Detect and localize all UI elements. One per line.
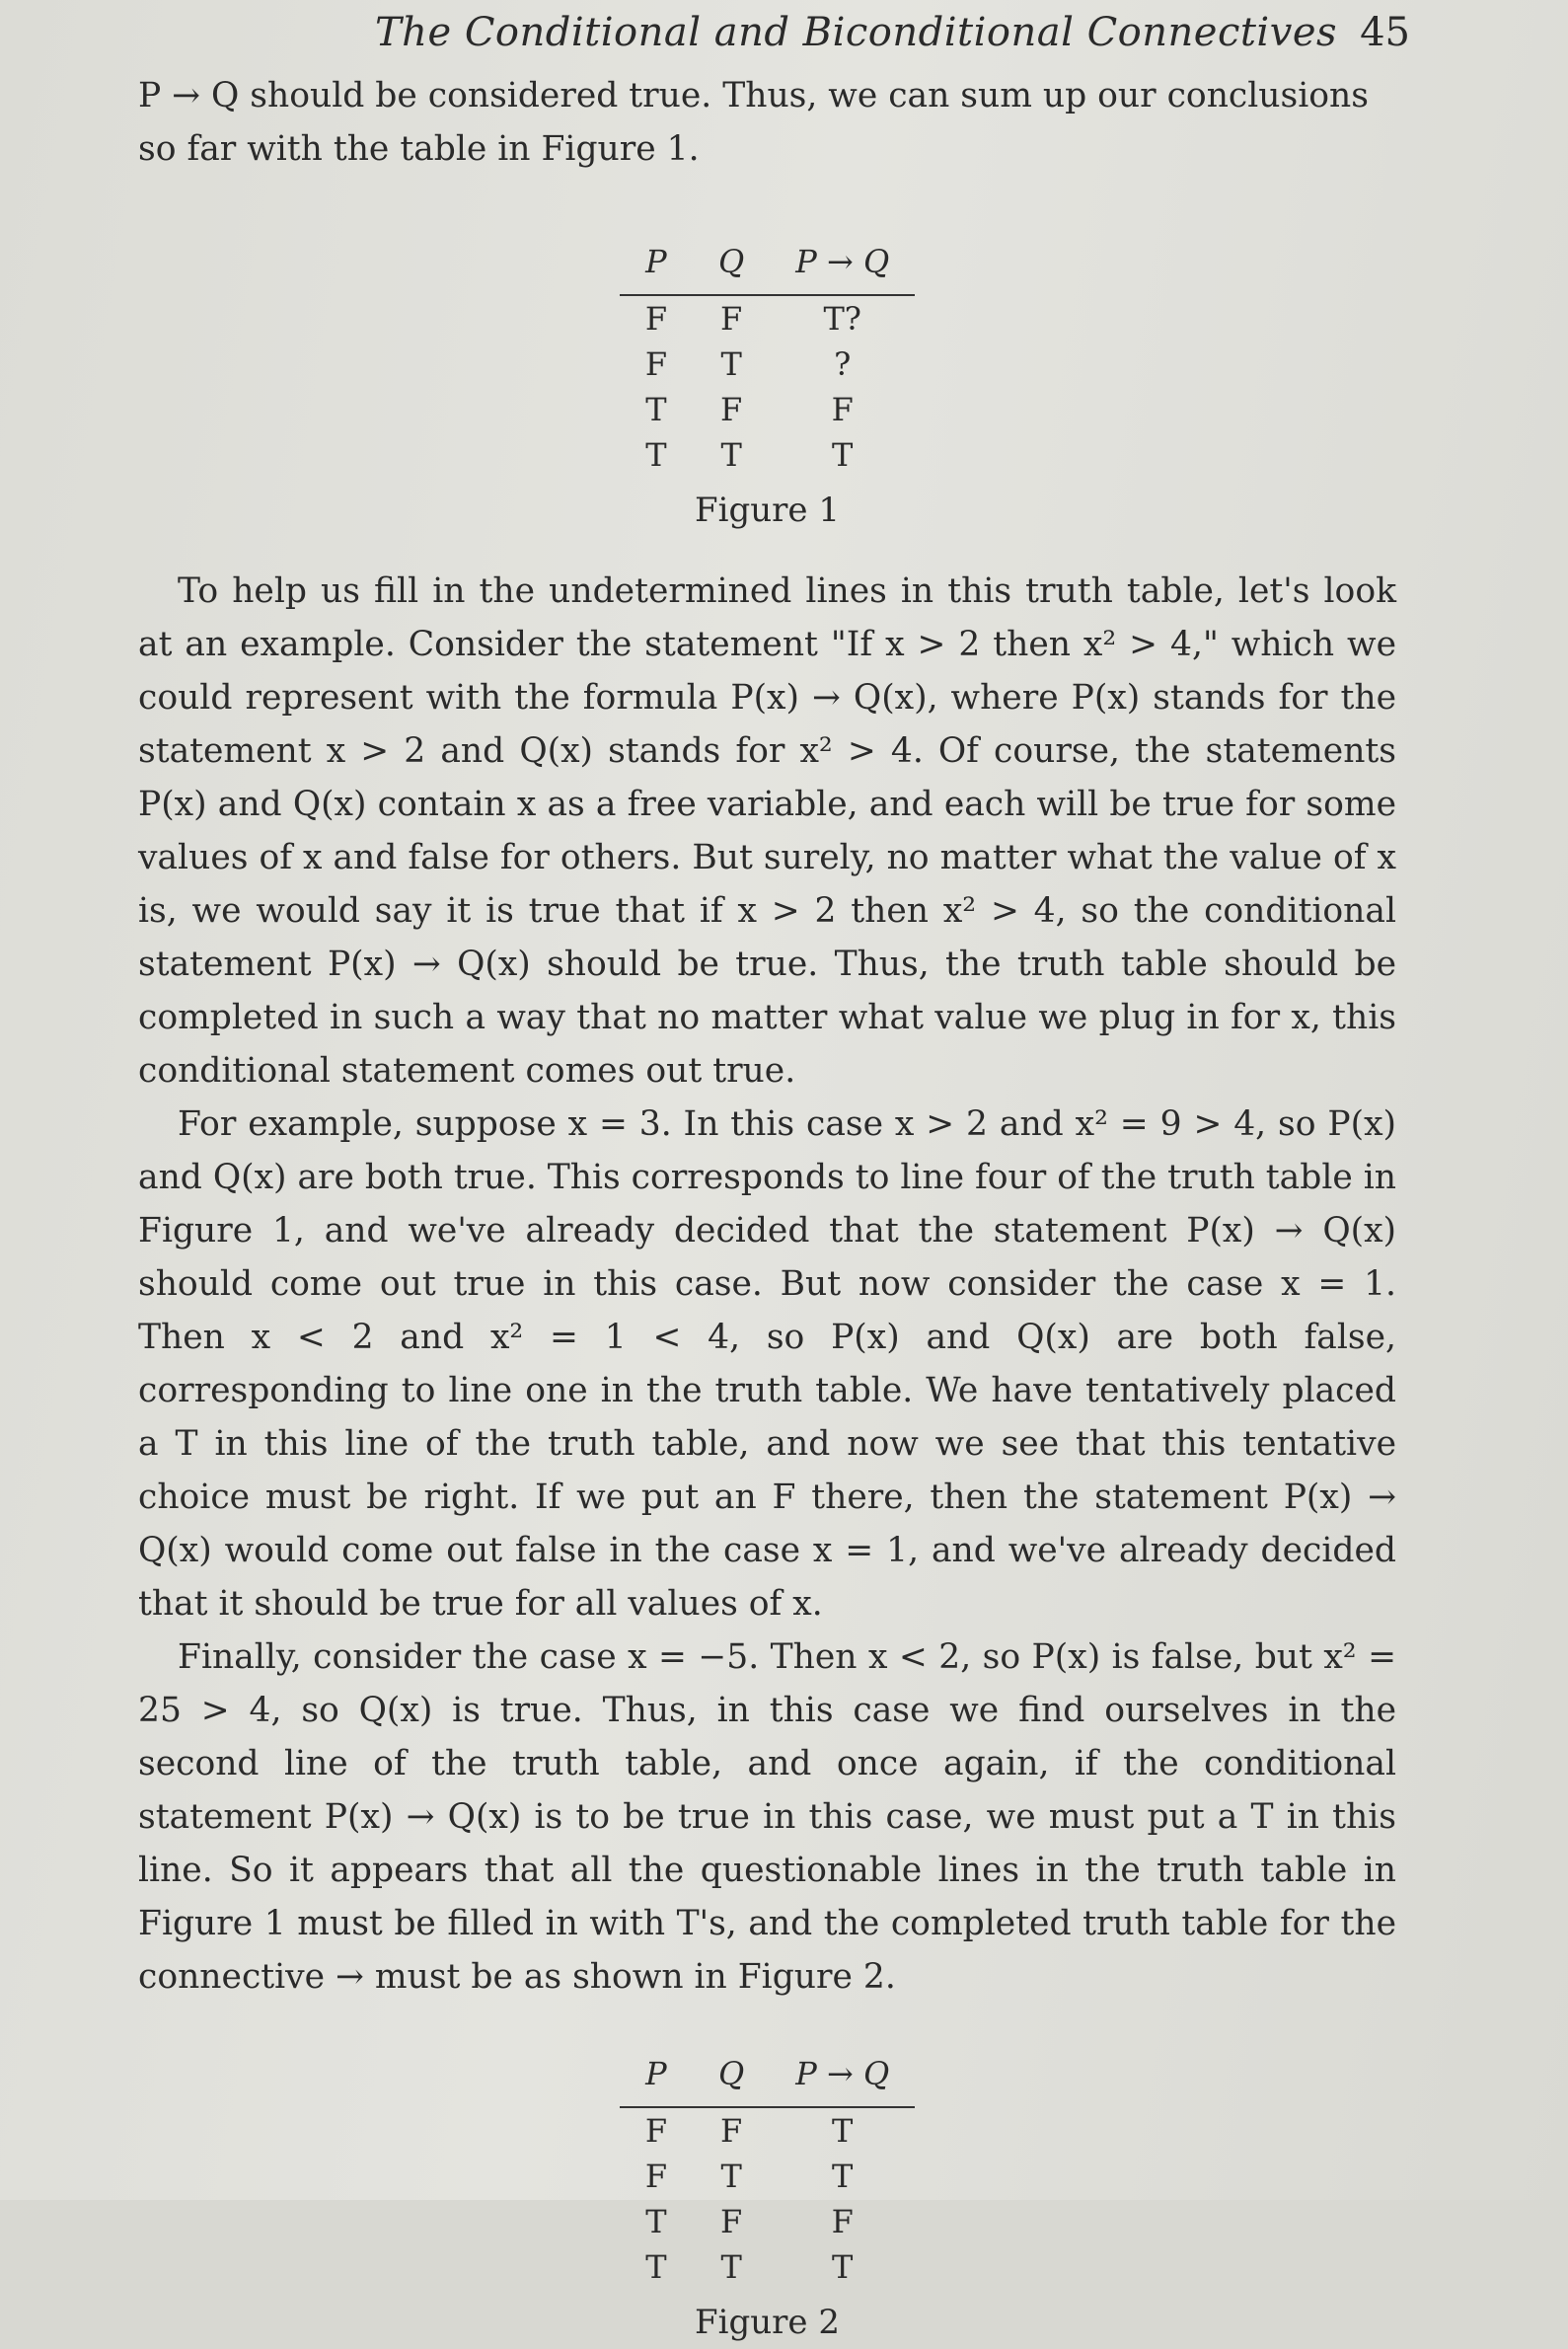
table-row: [620, 2199, 915, 2244]
text-block: [138, 69, 1396, 2349]
table-cell: T: [720, 345, 742, 383]
running-head: The Conditional and Biconditional Connectives: [375, 10, 1338, 55]
figure-1-caption: Figure 1: [695, 491, 840, 530]
table-row: [620, 387, 915, 432]
figure-2-caption: Figure 2: [695, 2303, 840, 2342]
truth-table-figure-1: [620, 235, 915, 478]
table-cell: T: [832, 436, 854, 474]
table-cell: F: [720, 2203, 743, 2240]
table-cell: F: [644, 2112, 668, 2150]
table-cell: F: [644, 2158, 668, 2195]
truth-table-figure-2: [620, 2047, 915, 2290]
intro-paragraph: P → Q should be considered true. Thus, we can sum up our conclusions so far with the table in Figure 1.: [138, 76, 1369, 169]
table-row: [620, 341, 915, 387]
column-header: P → Q: [770, 2047, 915, 2107]
body-paragraph: Finally, consider the case x = −5. Then x < 2, so P(x) is false, but x² = 25 > 4, so Q(x) is true. Thus, in this case we find ourselves in the second line of the truth table, and once again, if the conditional statement P(x) → Q(x) is to be true in this case, we must put a T in this line. So it appears that all the questionable lines in the truth table in Figure 1 must be filled in with T's, and the completed truth table for the connective → must be as shown in Figure 2.: [138, 1637, 1396, 1997]
table-cell: T: [720, 2248, 742, 2286]
page-number: 45: [1360, 10, 1410, 55]
table-cell: F: [644, 300, 668, 338]
table-cell: T: [645, 391, 667, 428]
table-cell: F: [720, 2112, 743, 2150]
body-paragraph: For example, suppose x = 3. In this case x > 2 and x² = 9 > 4, so P(x) and Q(x) are both true. This corresponds to line four of the truth table in Figure 1, and we've already decided that the statement P(x) → Q(x) should come out true in this case. But now consider the case x = 1. Then x < 2 and x² = 1 < 4, so P(x) and Q(x) are both false, corresponding to line one in the truth table. We have tentatively placed a T in this line of the truth table, and now we see that this tentative choice must be right. If we put an F there, then the statement P(x) → Q(x) would come out false in the case x = 1, and we've already decided that it should be true for all values of x.: [138, 1104, 1396, 1624]
table-row: [620, 2154, 915, 2199]
table-cell: F: [644, 345, 668, 383]
table-cell: T: [645, 436, 667, 474]
table-row: [620, 2244, 915, 2290]
column-header: Q: [693, 235, 770, 295]
table-cell: T: [832, 2248, 854, 2286]
table-cell: T: [720, 436, 742, 474]
table-cell: T: [832, 2112, 854, 2150]
column-header: P: [620, 235, 693, 295]
table-cell: F: [831, 391, 854, 428]
table-cell: T: [720, 2158, 742, 2195]
table-cell: F: [720, 391, 743, 428]
body-paragraph: To help us fill in the undetermined lines in this truth table, let's look at an example. Consider the statement "If x > 2 then x² > 4," which we could represent with the formula P(x) → Q(x), where P(x) stands for the statement x > 2 and Q(x) stands for x² > 4. Of course, the statements P(x) and Q(x) contain x as a free variable, and each will be true for some values of x and false for others. But surely, no matter what the value of x is, we would say it is true that if x > 2 then x² > 4, so the conditional statement P(x) → Q(x) should be true. Thus, the truth table should be completed in such a way that no matter what value we plug in for x, this conditional statement comes out true.: [138, 571, 1396, 1091]
column-header: P: [620, 2047, 693, 2107]
table-cell: F: [720, 300, 743, 338]
table-row: [620, 432, 915, 478]
column-header: P → Q: [770, 235, 915, 295]
table-row: [620, 295, 915, 341]
table-cell: T: [645, 2203, 667, 2240]
table-cell: T: [832, 2158, 854, 2195]
table-cell: F: [831, 2203, 854, 2240]
table-cell: T: [645, 2248, 667, 2286]
table-row: [620, 2107, 915, 2154]
table-cell: ?: [834, 345, 852, 383]
table-cell: T?: [823, 300, 861, 338]
column-header: Q: [693, 2047, 770, 2107]
